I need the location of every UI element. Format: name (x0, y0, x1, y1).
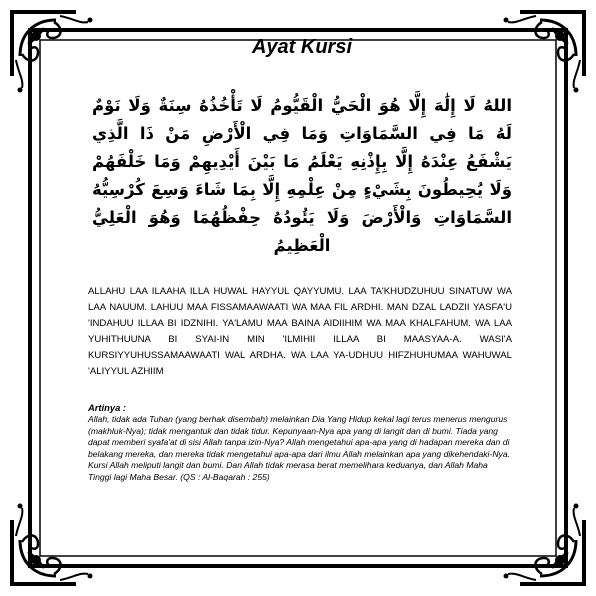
corner-ornament-icon (10, 10, 93, 93)
corner-ornament-icon (504, 10, 587, 93)
corner-ornament-icon (10, 504, 93, 587)
arabic-verse: اللهُ لَا إِلَٰهَ إِلَّا هُوَ الْحَيُّ الْقَيُّومُ لَا تَأْخُذُهُ سِنَةٌ وَلَا نَوْمٌ لَهُ مَا فِي السَّمَاوَاتِ وَمَا فِي الْأَرْضِ مَنْ ذَا الَّذِي يَشْفَعُ عِنْدَهُ إِلَّا بِإِذْنِهِ يَعْلَمُ مَا بَيْنَ أَيْدِيهِمْ وَمَا خَلْفَهُمْ وَلَا يُحِيطُونَ بِشَيْءٍ مِنْ عِلْمِهِ إِلَّا بِمَا شَاءَ وَسِعَ كُرْسِيُّهُ السَّمَاوَاتِ وَالْأَرْضَ وَلَا يَئُودُهُ حِفْظُهُمَا وَهُوَ الْعَلِيُّ الْعَظِيمُ (92, 96, 512, 255)
translation-text: Allah, tidak ada Tuhan (yang berhak disembah) melainkan Dia Yang Hidup kekal lagi terus menerus mengurus (makhluk-Nya); tidak mengantuk dan tidak tidur. Kepunyaan-Nya apa yang di langit dan di bumi. Tiada yang dapat memberi syafa'at di sisi Allah tanpa izin-Nya? Allah mengetahui apa-apa yang di hadapan mereka dan di belakang mereka, dan mereka tidak mengetahui apa-apa dari ilmu Allah melainkan apa yang dikehendaki-Nya. Kursi Allah meliputi langit dan bumi. Dan Allah tidak merasa berat memelihara keduanya, dan Allah Maha Tinggi lagi Maha Besar. (QS : Al-Baqarah : 255) (88, 414, 510, 482)
transliteration-text: ALLAHU LAA ILAAHA ILLA HUWAL HAYYUL QAYYUMU. LAA TA'KHUDZUHUU SINATUW WA LAA NAUUM. LAHUU MAA FISSAMAAWAATI WA MAA FIL ARDHI. MAN DZAL LADZII YASFA'U 'INDAHUU ILLAA BI IDZNIHI. YA'LAMU MAA BAINA AIDIIHIM WA MAA KHALFAHUM. WA LAA YUHITHUUNA BI SYAI-IN MIN 'ILMIHII ILLAA BI MAASYAA-A. WASI'A KURSIYYUHUSSAMAAWAATI WAL ARDHA. WA LAA YA-UDHUU HIFZHUHUMAA WAHUWAL 'ALIYYUL AZHIIM (88, 286, 512, 377)
translation-label: Artinya : (88, 402, 127, 413)
page-title: Ayat Kursi (251, 36, 353, 58)
corner-ornament-icon (504, 504, 587, 587)
